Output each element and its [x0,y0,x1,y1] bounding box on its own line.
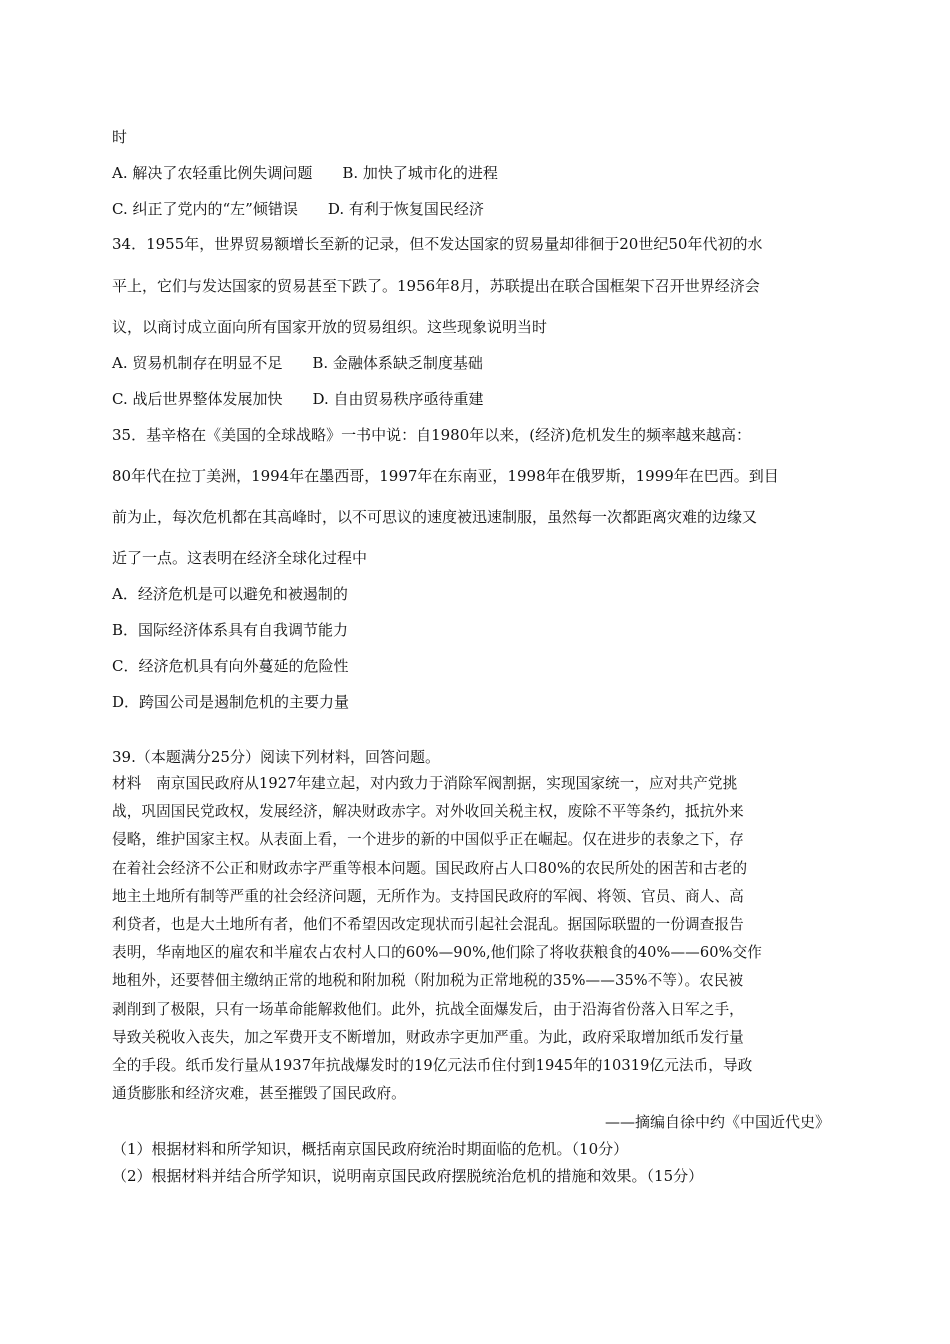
q35-option-c[interactable]: C．经济危机具有向外蔓延的危险性 [112,657,349,675]
q33-option-d[interactable]: D. 有利于恢复国民经济 [327,200,484,218]
q39-material-line-11: 全的手段。纸币发行量从1937年抗战爆发时的19亿元法币住付到1945年的10319亿元法币，导政 [112,1057,753,1074]
q34-option-c[interactable]: C. 战后世界整体发展加快 [112,390,283,408]
q34-stem-line-2: 平上，它们与发达国家的贸易甚至下跌了。1956年8月，苏联提出在联合国框架下召开世界经济会 [112,277,760,295]
q34-options-row-2 [112,389,484,409]
q34-option-b[interactable]: B. 金融体系缺乏制度基础 [312,354,483,372]
q39-question-2: （2）根据材料并结合所学知识，说明南京国民政府摆脱统治危机的措施和效果。（15分） [112,1167,704,1185]
q35-stem-line-1: 35．基辛格在《美国的全球战略》一书中说：自1980年以来，(经济)危机发生的频率越来越高： [112,426,751,444]
q33-options-row-1 [112,163,498,183]
q35-stem-line-3: 前为止，每次危机都在其高峰时，以不可思议的速度被迅速制服，虽然每一次都距离灾难的边缘又 [112,508,758,526]
q33-continuation: 时 [112,128,128,146]
q39-material-line-4: 在着社会经济不公正和财政赤字严重等根本问题。国民政府占人口80%的农民所处的困苦和古老的 [112,860,748,877]
q34-option-a[interactable]: A. 贸易机制存在明显不足 [112,354,283,372]
q39-material-line-6: 利贷者，也是大土地所有者，他们不希望因改定现状而引起社会混乱。据国际联盟的一份调查报告 [112,916,744,933]
q34-stem-line-1: 34．1955年，世界贸易额增长至新的记录，但不发达国家的贸易量却徘徊于20世纪50年代初的水 [112,235,763,253]
q35-option-b[interactable]: B．国际经济体系具有自我调节能力 [112,621,349,639]
q35-option-a[interactable]: A．经济危机是可以避免和被遏制的 [112,585,348,603]
q35-stem-line-2: 80年代在拉丁美洲，1994年在墨西哥，1997年在东南亚，1998年在俄罗斯，1999年在巴西。到目 [112,467,779,485]
q33-option-b[interactable]: B. 加快了城市化的进程 [342,164,498,182]
q33-option-c[interactable]: C. 纠正了党内的“左”倾错误 [112,200,298,218]
q39-source-citation: ——摘编自徐中约《中国近代史》 [604,1113,830,1131]
q39-material-line-7: 表明，华南地区的雇农和半雇农占农村人口的60%—90%,他们除了将收获粮食的40%——60%交作 [112,944,762,961]
q39-question-1: （1）根据材料和所学知识，概括南京国民政府统治时期面临的危机。（10分） [112,1140,629,1158]
q34-option-d[interactable]: D. 自由贸易秩序亟待重建 [312,390,484,408]
q39-material-line-5: 地主土地所有制等严重的社会经济问题，无所作为。支持国民政府的军阀、将领、官员、商人、高 [112,888,744,905]
q39-material-line-12: 通货膨胀和经济灾难，甚至摧毁了国民政府。 [112,1085,406,1102]
q33-option-a[interactable]: A. 解决了农轻重比例失调问题 [112,164,313,182]
q39-material-line-2: 战，巩固国民党政权，发展经济，解决财政赤字。对外收回关税主权，废除不平等条约，抵抗外来 [112,803,744,820]
q39-material-line-1: 材料 南京国民政府从1927年建立起，对内致力于消除军阀割据，实现国家统一，应对共产党挑 [112,775,738,792]
q34-options-row-1 [112,353,483,373]
q39-material-line-9: 剥削到了极限，只有一场革命能解救他们。此外，抗战全面爆发后，由于沿海省份落入日军之手， [112,1001,744,1018]
q39-material-line-3: 侵略，维护国家主权。从表面上看，一个进步的新的中国似乎正在崛起。仅在进步的表象之下，存 [112,831,744,848]
q33-options-row-2 [112,199,484,219]
q39-material-line-8: 地租外，还要替佃主缴纳正常的地税和附加税（附加税为正常地税的35%——35%不等）。农民被 [112,972,744,989]
q35-option-d[interactable]: D．跨国公司是遏制危机的主要力量 [112,693,350,711]
q39-header: 39.（本题满分25分）阅读下列材料，回答问题。 [112,748,440,766]
q39-material-line-10: 导致关税收入丧失，加之军费开支不断增加，财政赤字更加严重。为此，政府采取增加纸币发行量 [112,1029,744,1046]
q35-stem-line-4: 近了一点。这表明在经济全球化过程中 [112,549,368,567]
q34-stem-line-3: 议，以商讨成立面向所有国家开放的贸易组织。这些现象说明当时 [112,318,548,336]
